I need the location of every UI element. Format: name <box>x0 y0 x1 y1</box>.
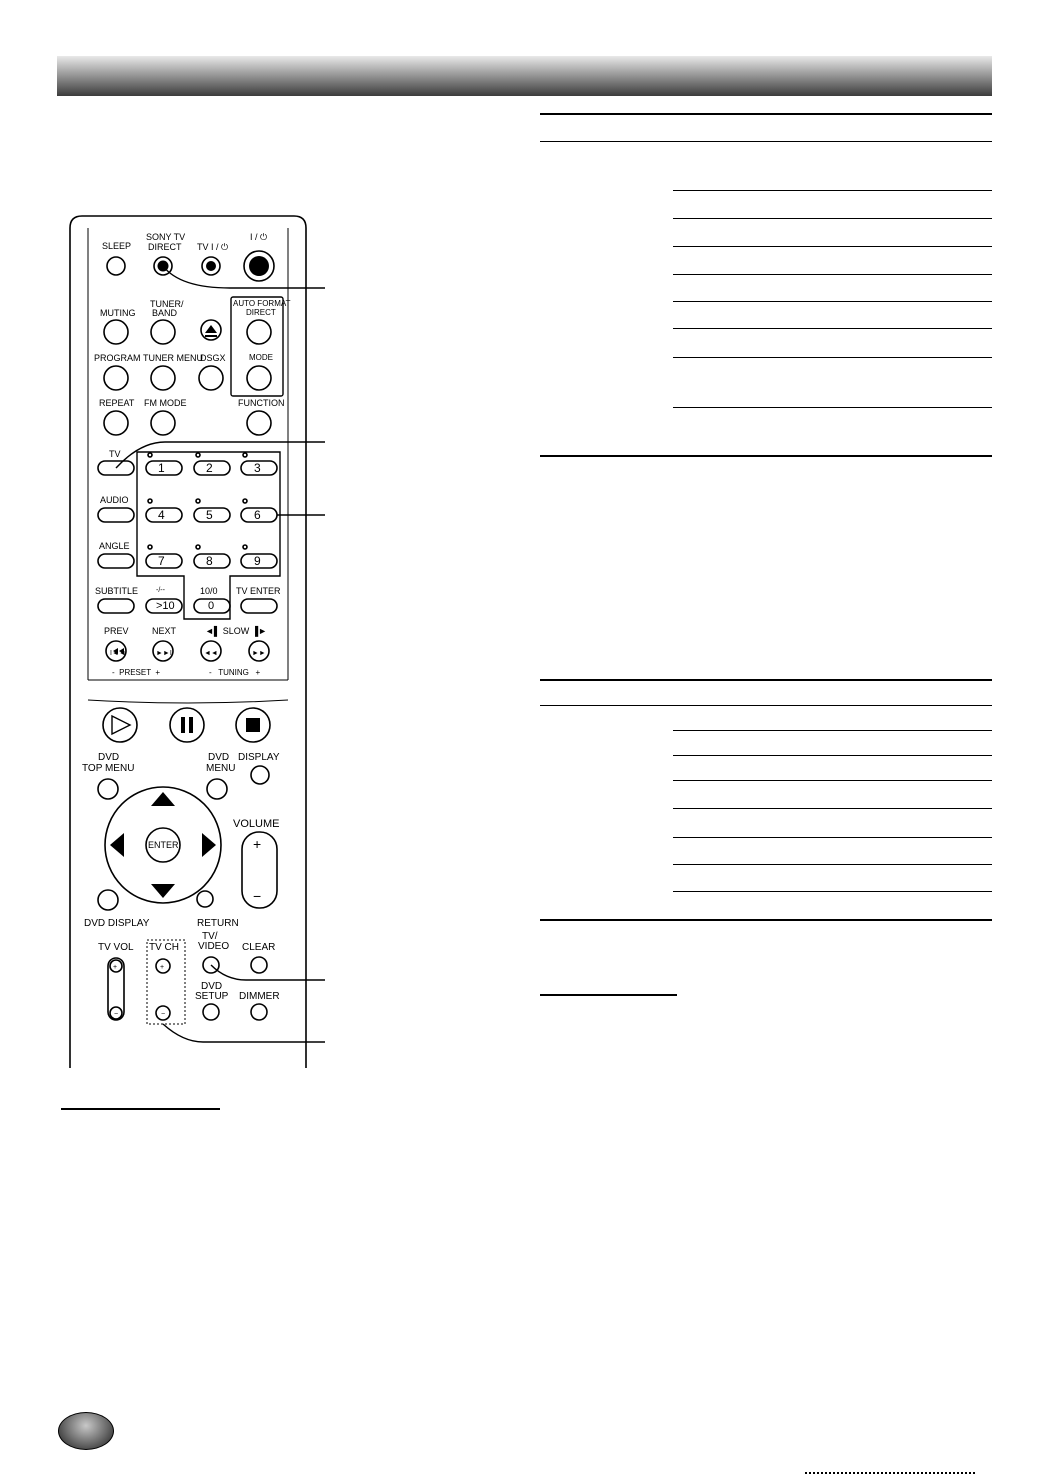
footer-dotted-line <box>805 1472 975 1474</box>
label-dvd-setup-2: SETUP <box>195 991 229 1002</box>
note-heading-rule <box>540 994 677 996</box>
label-top-menu: TOP MENU <box>82 763 135 774</box>
label-gt10: >10 <box>156 600 175 612</box>
label-tv-enter: TV ENTER <box>236 586 281 596</box>
label-slow: ◄▌ SLOW ▐► <box>205 626 268 636</box>
note-heading-rule-left <box>61 1108 220 1110</box>
label-dvd-display: DVD DISPLAY <box>84 918 150 929</box>
page-number-badge <box>58 1412 114 1450</box>
label-dvd-menu-1: DVD <box>208 752 230 763</box>
label-tuning: - TUNING + <box>209 668 261 677</box>
label-power: I / ⏻ <box>250 232 268 242</box>
digit-9: 9 <box>254 554 261 568</box>
label-tv-vol: TV VOL <box>98 942 134 953</box>
digit-1: 1 <box>158 461 165 475</box>
label-dimmer: DIMMER <box>239 991 280 1002</box>
label-sony-tv: SONY TV <box>146 232 186 242</box>
label-dvd-menu-2: MENU <box>206 763 236 774</box>
digit-6: 6 <box>254 508 261 522</box>
label-tuner: TUNER/ <box>150 299 184 309</box>
digit-8: 8 <box>206 554 213 568</box>
label-tv: TV <box>109 449 121 459</box>
digit-7: 7 <box>158 554 165 568</box>
label-repeat: REPEAT <box>99 398 135 408</box>
label-enter: ENTER <box>148 840 179 850</box>
svg-text:+: + <box>160 964 165 971</box>
label-ten-zero: 10/0 <box>200 586 218 596</box>
label-return: RETURN <box>197 918 239 929</box>
svg-text:−: − <box>114 1011 119 1018</box>
label-auto-format: AUTO FORMAT <box>233 299 291 308</box>
label-tv-ch: TV CH <box>149 942 179 953</box>
svg-text:I◄◄: I◄◄ <box>110 650 126 657</box>
digit-2: 2 <box>206 461 213 475</box>
label-tv-power: TV I / ⏻ <box>197 242 229 252</box>
label-dash-dash: -/-- <box>156 587 165 594</box>
label-audio: AUDIO <box>100 495 129 505</box>
label-angle: ANGLE <box>99 541 130 551</box>
label-direct: DIRECT <box>148 242 182 252</box>
label-program: PROGRAM <box>94 353 141 363</box>
label-muting: MUTING <box>100 308 136 318</box>
digit-4: 4 <box>158 508 165 522</box>
label-vol-minus: − <box>253 888 262 904</box>
label-tv-slash: TV/ <box>202 931 218 942</box>
svg-text:+: + <box>113 964 118 971</box>
label-next: NEXT <box>152 626 177 636</box>
label-tuner-menu: TUNER MENU <box>143 353 203 363</box>
label-display: DISPLAY <box>238 752 280 763</box>
svg-text:−: − <box>161 1011 166 1018</box>
svg-text:◄◄: ◄◄ <box>204 650 218 657</box>
label-clear: CLEAR <box>242 942 276 953</box>
label-mode: MODE <box>249 353 273 362</box>
digit-3: 3 <box>254 461 261 475</box>
label-video: VIDEO <box>198 941 230 952</box>
label-prev: PREV <box>104 626 129 636</box>
label-vol-plus: + <box>253 836 262 852</box>
label-band: BAND <box>152 308 178 318</box>
label-preset: - PRESET + <box>112 668 161 677</box>
svg-text:►►: ►► <box>252 650 266 657</box>
label-sleep: SLEEP <box>102 241 132 251</box>
label-fm-mode: FM MODE <box>144 398 187 408</box>
label-auto-direct: DIRECT <box>246 308 276 317</box>
label-volume: VOLUME <box>233 818 280 830</box>
label-dvd-setup-1: DVD <box>201 981 223 992</box>
label-function: FUNCTION <box>238 398 285 408</box>
digit-5: 5 <box>206 508 213 522</box>
label-dsgx: DSGX <box>200 353 226 363</box>
label-zero: 0 <box>208 600 215 612</box>
label-subtitle: SUBTITLE <box>95 586 139 596</box>
svg-text:►►I: ►►I <box>156 650 172 657</box>
label-dvd-top: DVD <box>98 752 120 763</box>
